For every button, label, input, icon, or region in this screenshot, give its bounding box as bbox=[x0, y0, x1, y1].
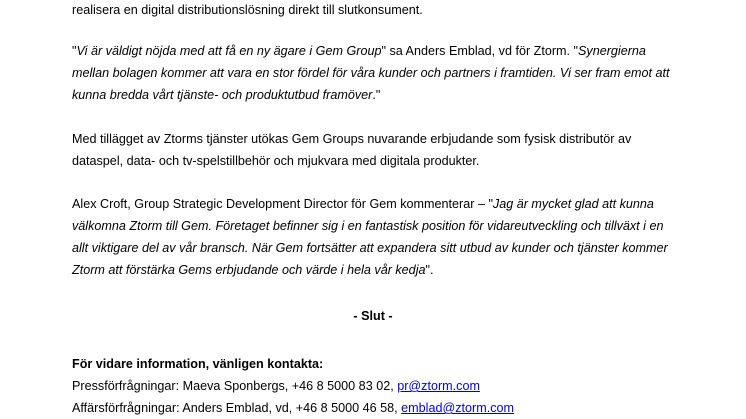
quote-croft-line-4: Ztorm att förstärka Gems erbjudande och värde i hela vår kedja". bbox=[72, 263, 434, 277]
paragraph-intro-tail: realisera en digital distributionslösning direkt till slutkonsument. bbox=[72, 3, 423, 17]
quote-ztorm-line-1: "Vi är väldigt nöjda med att få en ny ägare i Gem Group" sa Anders Emblad, vd för Ztorm. "Synergierna bbox=[72, 44, 646, 58]
paragraph-services-line-2: dataspel, data- och tv-spelstillbehör och mjukvara med digitala produkter. bbox=[72, 154, 480, 168]
end-marker: - Slut - bbox=[353, 309, 393, 323]
paragraph-services-line-1: Med tillägget av Ztorms tjänster utökas Gem Groups nuvarande erbjudande som fysisk distributör av bbox=[72, 132, 632, 146]
contact-heading: För vidare information, vänligen kontakta: bbox=[72, 357, 324, 371]
business-email-link[interactable]: emblad@ztorm.com bbox=[401, 401, 515, 415]
contact-business-line: Affärsförfrågningar: Anders Emblad, vd, +46 8 5000 46 58, emblad@ztorm.com bbox=[72, 401, 515, 415]
quote-croft-line-1: Alex Croft, Group Strategic Development Director för Gem kommenterar – "Jag är mycket glad att kunna bbox=[72, 197, 654, 211]
quote-croft-line-3: allt viktigare del av vår bransch. När Gem fortsätter att expandera sitt utbud av kunder och tjänster kommer bbox=[72, 241, 668, 255]
contact-press-line: Pressförfrågningar: Maeva Sponbergs, +46 8 5000 83 02, pr@ztorm.com bbox=[72, 379, 480, 393]
quote-croft-line-2: välkomna Ztorm till Gem. Företaget befinner sig i en fantastisk position för vidareutveckling och tillväxt i en bbox=[72, 219, 664, 233]
quote-ztorm-line-3: kunna bredda vårt tjänste- och produktutbud framöver." bbox=[72, 88, 381, 102]
press-email-link[interactable]: pr@ztorm.com bbox=[397, 379, 480, 393]
quote-ztorm-line-2: mellan bolagen kommer att vara en stor fördel för våra kunder och partners i framtiden. Vi ser fram emot att bbox=[72, 66, 670, 80]
